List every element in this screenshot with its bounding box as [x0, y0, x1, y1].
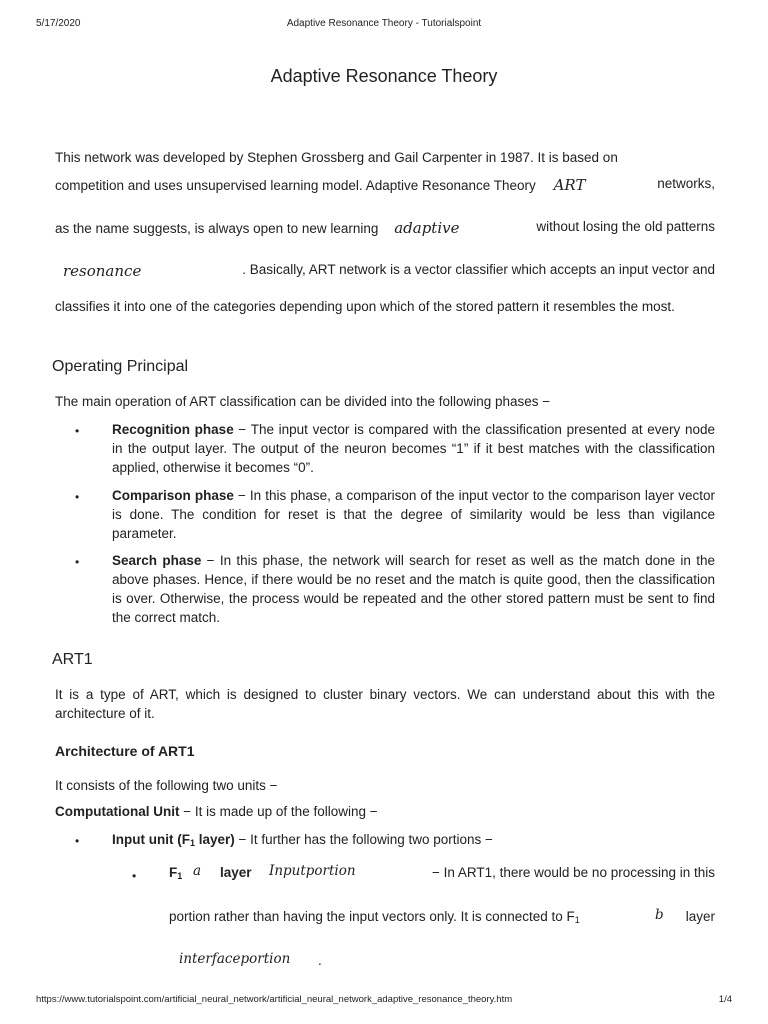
intro-line-2-end: networks, — [657, 176, 715, 191]
bullet-dot: • — [75, 555, 80, 569]
math-b: b — [655, 907, 664, 923]
input-unit-item — [112, 830, 715, 853]
bullet-dot: • — [132, 869, 137, 883]
computational-unit-text: − It is made up of the following − — [179, 804, 378, 819]
bullet-dot: • — [75, 424, 80, 438]
heading-operating-principal: Operating Principal — [52, 358, 189, 375]
phase-name: Recognition phase — [112, 422, 234, 437]
math-art: ART — [553, 176, 586, 194]
input-unit-text: − It further has the following two portions − — [234, 832, 493, 847]
intro-line-3-text: as the name suggests, is always open to new learning — [55, 221, 379, 236]
intro-line-5: classifies it into one of the categories depending upon which of the stored pattern it resembles the most. — [55, 299, 675, 314]
math-resonance: resonance — [63, 262, 142, 280]
period: . — [318, 953, 322, 968]
phase-recognition — [112, 420, 715, 477]
f1a-text: − In ART1, there would be no processing in this — [431, 865, 715, 880]
phase-name: Comparison phase — [112, 488, 234, 503]
print-page-title: Adaptive Resonance Theory - Tutorialspoint — [286, 18, 482, 29]
math-inputportion: Inputportion — [269, 863, 356, 879]
f1a-line2: portion rather than having the input vectors only. It is connected to $F_1$ — [169, 909, 580, 925]
phase-text: − In this phase, the network will search for reset as well as the match done in the above phases. Hence, if there would be no reset and the match is quite good, then the classification is over. Otherwise, the process would be repeated and the other stored pattern must be sent to find the correct match. — [112, 553, 716, 625]
phase-text: − The input vector is compared with the classification presented at every node in the output layer. The output of the neuron becomes “1” if it best matches with the classification applied, otherwise it becomes “0”. — [112, 422, 715, 475]
math-interfaceportion: interfaceportion — [179, 951, 291, 967]
input-unit-label: Input unit ($F_1$ layer) — [112, 832, 235, 848]
intro-line-4 — [55, 262, 715, 280]
phase-comparison — [112, 486, 715, 543]
intro-line-1: This network was developed by Stephen Grossberg and Gail Carpenter in 1987. It is based on — [55, 150, 618, 165]
intro-line-4-text: . Basically, ART network is a vector classifier which accepts an input vector and — [242, 262, 715, 277]
print-date: 5/17/2020 — [36, 18, 81, 29]
bullet-dot: • — [75, 490, 80, 504]
computational-unit — [55, 804, 715, 819]
intro-line-2-text: competition and uses unsupervised learning model. Adaptive Resonance Theory — [55, 178, 536, 193]
intro-line-3-end: without losing the old patterns — [536, 219, 715, 234]
phase-search — [112, 551, 715, 627]
f1-label: $F_1$ — [169, 865, 183, 881]
intro-line-3 — [55, 219, 715, 237]
print-page-number: 1/4 — [718, 994, 732, 1005]
intro-line-2 — [55, 176, 715, 194]
page-title: Adaptive Resonance Theory — [270, 66, 498, 86]
architecture-lead: It consists of the following two units − — [55, 778, 278, 793]
phase-name: Search phase — [112, 553, 202, 568]
layer-word: layer — [220, 865, 252, 880]
math-a: a — [193, 863, 202, 879]
operating-lead: The main operation of ART classification can be divided into the following phases − — [55, 394, 551, 409]
art1-text: It is a type of ART, which is designed to cluster binary vectors. We can understand about this with the architecture of it. — [55, 687, 715, 721]
bullet-dot: • — [75, 834, 80, 848]
phase-text: − In this phase, a comparison of the input vector to the comparison layer vector is done. The condition for reset is that the degree of similarity would be less than vigilance parameter. — [112, 488, 715, 541]
heading-architecture: Architecture of ART1 — [55, 743, 195, 759]
print-url: https://www.tutorialspoint.com/artificial_neural_network/artificial_neural_network_adaptive_resonance_theory.htm — [36, 994, 513, 1005]
math-adaptive: adaptive — [394, 219, 460, 237]
heading-art1: ART1 — [52, 651, 93, 668]
f1a-line2-end: layer — [685, 909, 715, 924]
computational-unit-label: Computational Unit — [55, 804, 180, 819]
